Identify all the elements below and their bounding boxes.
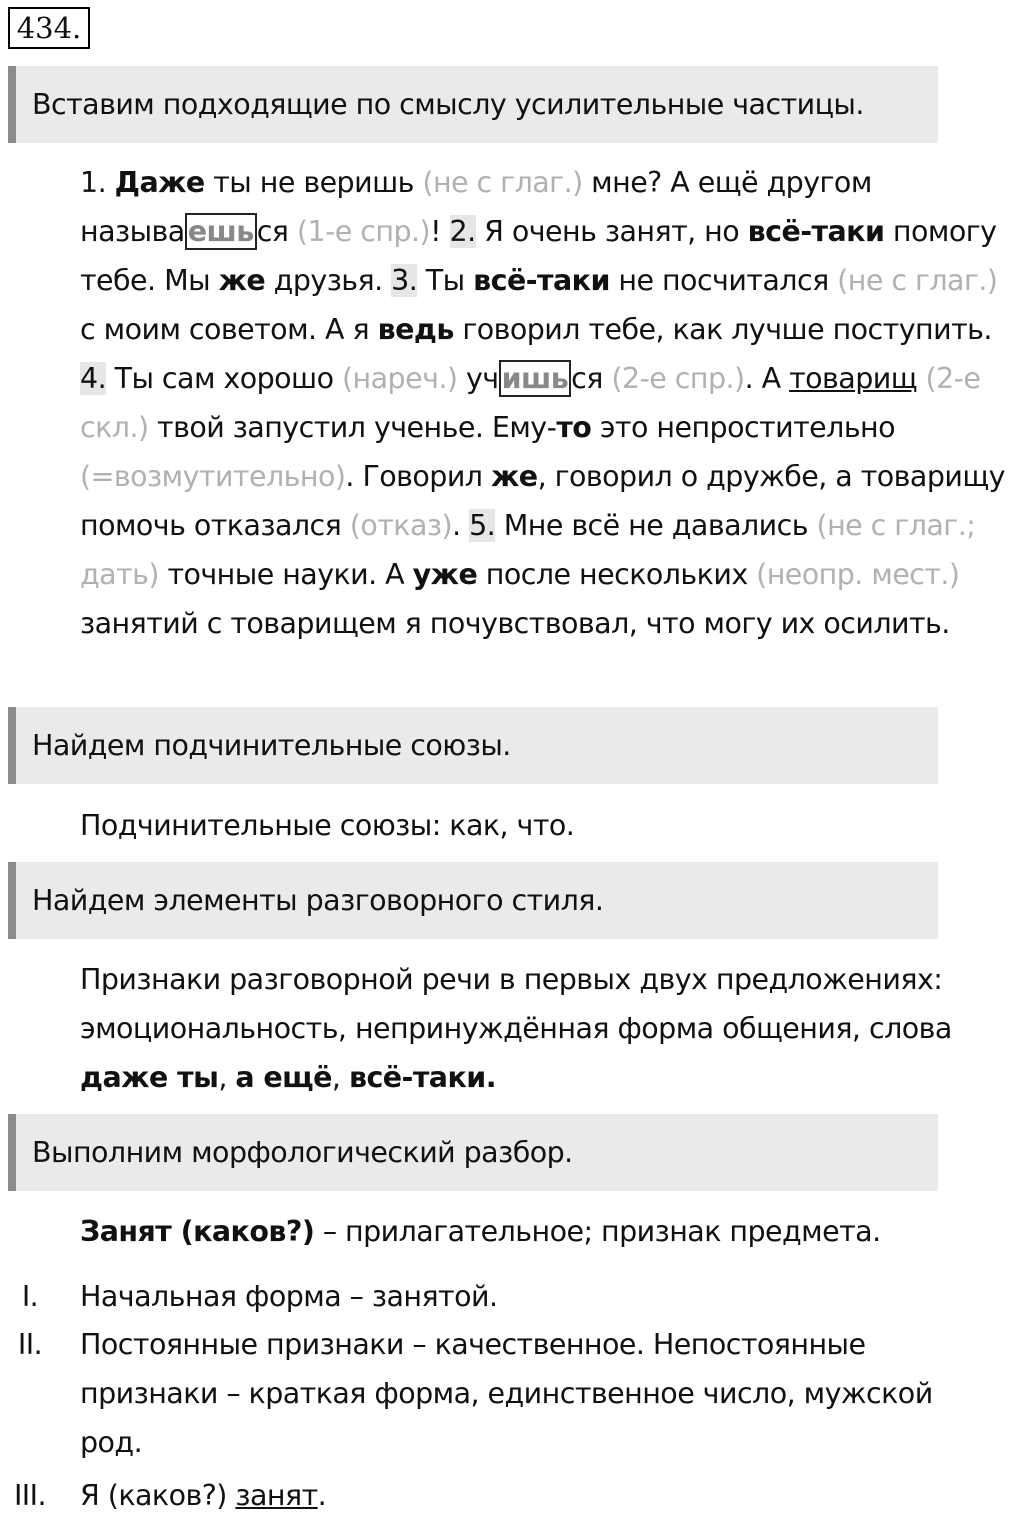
grammar-hint: (нареч.) [333,362,458,395]
particle-word: то [556,411,592,444]
sentence-number: 2. [449,215,476,248]
particle-word: же [490,460,538,493]
sentence-number: 5. [469,509,496,542]
paragraph-colloquial: Признаки разговорной речи в первых двух предложениях: эмоциональность, непринуждённая форма общения, слова даже ты, а ещё, всё-таки. [80,963,952,1094]
list-number: III. [13,1479,47,1512]
ending-box: ешь [185,213,257,250]
particle-word: Даже [114,166,205,199]
grammar-hint: (неопр. мест.) [747,558,960,591]
grammar-hint: (2-е спр.) [602,362,745,395]
grammar-hint: (отказ) [341,509,453,542]
morph-heading: Занят (каков?) – прилагательное; признак предмета. [80,1215,881,1248]
particle-word: же [218,264,266,297]
sentence-number: 1. [80,166,107,199]
grammar-hint: (не с глаг.; дать) [80,509,976,591]
task-number: 434. [8,7,90,49]
list-number: II. [17,1328,43,1361]
section-heading-conjunctions: Найдем подчинительные союзы. [8,707,938,784]
grammar-hint: (не с глаг.) [413,166,583,199]
particle-word: уже [412,558,478,591]
ending-box: ишь [499,360,572,397]
particle-word: ведь [377,313,454,346]
grammar-hint: (2-е скл.) [80,362,981,444]
section-heading-particles: Вставим подходящие по смыслу усилительные частицы. [8,66,938,143]
sentence-number: 3. [391,264,418,297]
section-heading-colloquial: Найдем элементы разговорного стиля. [8,862,938,939]
paragraph-particles: 1. Даже ты не веришь (не с глаг.) мне? А ещё другом называ ешь ся (1-е спр.)! 2. Я очень занят, но всё-таки помогу тебе. Мы же друзья. 3. Ты всё-таки не посчитался (не с глаг.) с моим советом. А я ведь говорил тебе, как лучше поступить. 4. Ты сам хорошо (нареч.) уч ишь ся (2-е спр.). А товарищ (2-е скл.) твой запустил ученье. Ему-то это непростительно (=возмутительно). Говорил же, говорил о дружбе, а товарищу помочь отказался (отказ). 5. Мне всё не давались (не с глаг.; дать) точные науки. А уже после нескольких (неопр. мест.) занятий с товарищем я почувствовал, что могу их осилить. [80,166,1005,640]
grammar-hint: (не с глаг.) [828,264,998,297]
particle-word: всё-таки [473,264,610,297]
particle-word: всё-таки [747,215,885,248]
paragraph-conjunctions: Подчинительные союзы: как, что. [80,809,575,842]
list-number: I. [21,1280,39,1313]
sentence-number: 4. [80,362,107,395]
section-heading-morphology: Выполним морфологический разбор. [8,1114,938,1191]
grammar-hint: (1-е спр.) [288,215,431,248]
grammar-hint: (=возмутительно) [80,460,346,493]
